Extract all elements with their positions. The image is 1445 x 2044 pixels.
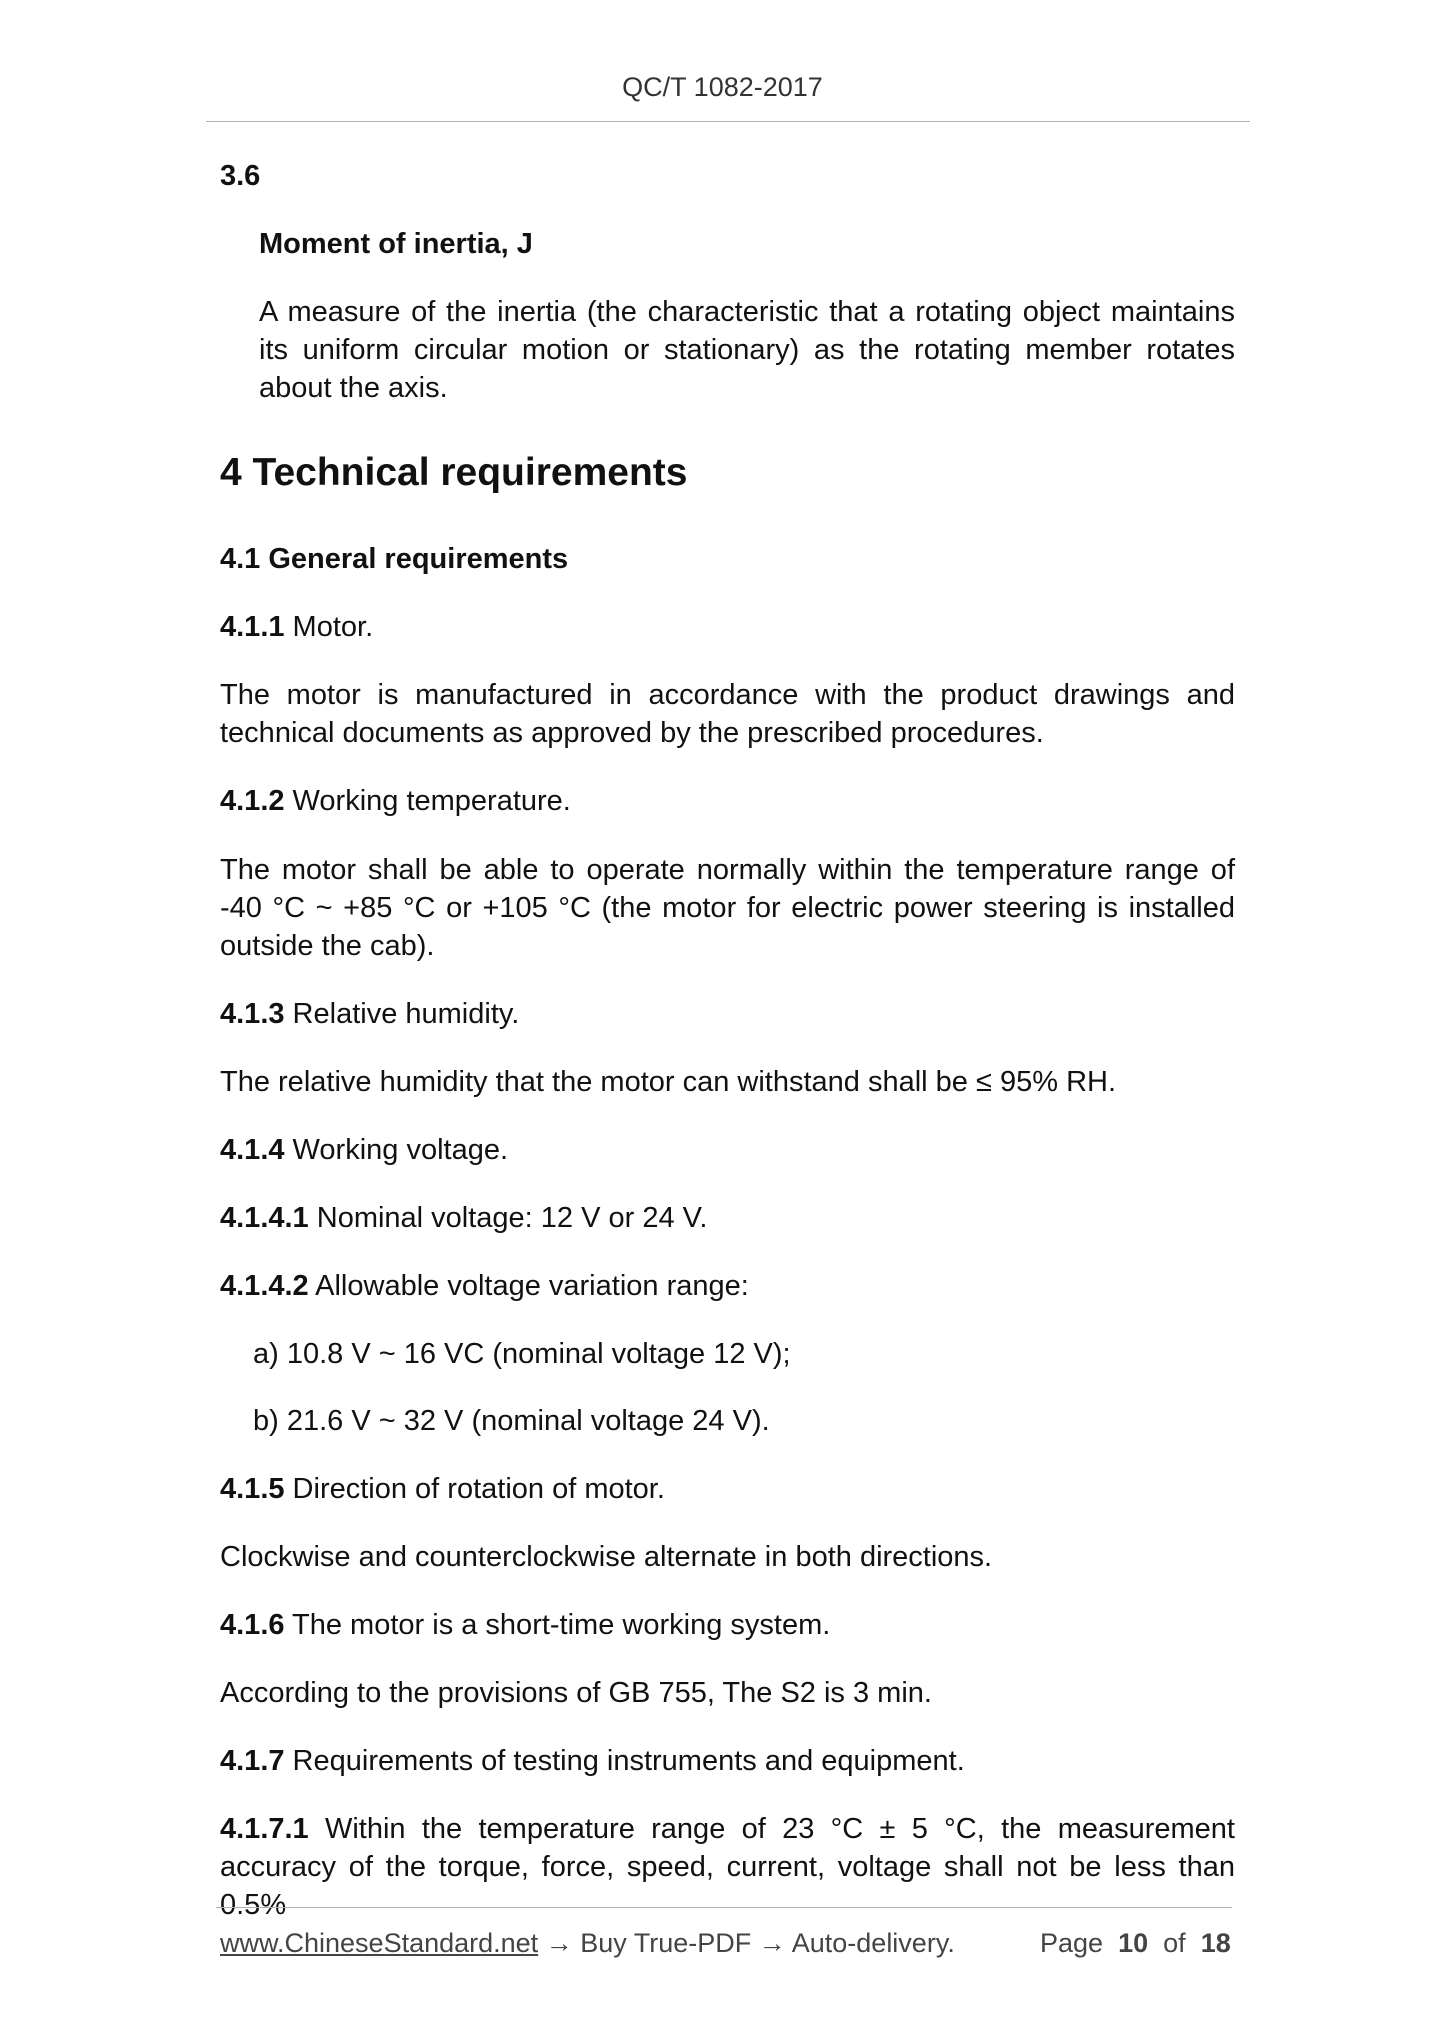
footer-tagline: → Buy True-PDF → Auto-delivery.: [538, 1928, 955, 1958]
clause-number: 4.1.5: [220, 1473, 285, 1505]
clause-title: Direction of rotation of motor.: [284, 1473, 665, 1505]
page-current: 10: [1118, 1928, 1149, 1958]
footer-divider: [216, 1907, 1232, 1908]
clause-number: 4.1.2: [220, 785, 285, 817]
clause-3-6-definition: A measure of the inertia (the characteristic that a rotating object maintains its uniform circular motion or stationary) as the rotating member rotates about the axis.: [259, 296, 1235, 404]
clause-number: 4.1.1: [220, 611, 285, 643]
clause-4-1-4-2: [220, 1267, 1235, 1305]
page-total: 18: [1200, 1928, 1231, 1958]
page-label: Page: [1040, 1928, 1104, 1958]
clause-4-1-2-heading: [220, 782, 1235, 820]
clause-number: 4.1.4.1: [220, 1202, 309, 1234]
clause-4-1-6-text: According to the provisions of GB 755, The S2 is 3 min.: [220, 1677, 932, 1709]
clause-number: 4.1.7: [220, 1745, 285, 1777]
clause-text: Nominal voltage: 12 V or 24 V.: [308, 1202, 708, 1234]
clause-4-1-3-text: The relative humidity that the motor can withstand shall be ≤ 95% RH.: [220, 1066, 1117, 1098]
clause-4-1-heading: 4.1 General requirements: [220, 543, 569, 575]
section-4-heading: 4 Technical requirements: [220, 451, 688, 494]
clause-title: The motor is a short-time working system.: [284, 1609, 831, 1641]
clause-4-1-5-heading: [220, 1470, 1235, 1508]
clause-title: Motor.: [284, 611, 374, 643]
clause-number: 4.1.3: [220, 998, 285, 1030]
list-item-b: b) 21.6 V ~ 32 V (nominal voltage 24 V).: [253, 1405, 770, 1437]
clause-4-1-2-text: The motor shall be able to operate normally within the temperature range of -40 °C ~ +85 °C or +105 °C (the motor for electric power steering is installed outside the cab).: [220, 854, 1235, 962]
clause-number: 4.1.6: [220, 1609, 285, 1641]
clause-4-1-1-text: The motor is manufactured in accordance with the product drawings and technical documents as approved by the prescribed procedures.: [220, 679, 1235, 749]
clause-3-6-number: 3.6: [220, 160, 261, 192]
clause-number: 4.1.4.2: [220, 1270, 309, 1302]
clause-4-1-4-heading: [220, 1131, 1235, 1169]
clause-4-1-5-text: Clockwise and counterclockwise alternate in both directions.: [220, 1541, 993, 1573]
page-indicator: [1040, 1926, 1231, 1960]
website-link[interactable]: www.ChineseStandard.net: [220, 1928, 539, 1958]
clause-4-1-6-heading: [220, 1606, 1235, 1644]
clause-4-1-7-heading: [220, 1742, 1235, 1780]
of-label: of: [1163, 1928, 1186, 1958]
clause-title: Working voltage.: [284, 1134, 509, 1166]
clause-4-1-4-1: [220, 1199, 1235, 1237]
clause-title: Requirements of testing instruments and equipment.: [284, 1745, 965, 1777]
document-code-header: QC/T 1082-2017: [622, 72, 823, 102]
clause-3-6-term: Moment of inertia, J: [259, 228, 533, 260]
clause-title: Working temperature.: [284, 785, 571, 817]
clause-4-1-1-heading: [220, 608, 1235, 646]
clause-number: 4.1.7.1: [220, 1813, 309, 1845]
footer-promo: [220, 1926, 955, 1960]
clause-text: Allowable voltage variation range:: [308, 1270, 749, 1302]
clause-text: Within the temperature range of 23 °C ± 5 °C, the measurement accuracy of the torque, force, speed, current, voltage shall not be less than 0.5%: [220, 1813, 1235, 1921]
header-divider: [206, 121, 1250, 122]
clause-title: Relative humidity.: [284, 998, 520, 1030]
list-item-a: a) 10.8 V ~ 16 VC (nominal voltage 12 V);: [253, 1338, 791, 1370]
clause-4-1-3-heading: [220, 995, 1235, 1033]
clause-number: 4.1.4: [220, 1134, 285, 1166]
